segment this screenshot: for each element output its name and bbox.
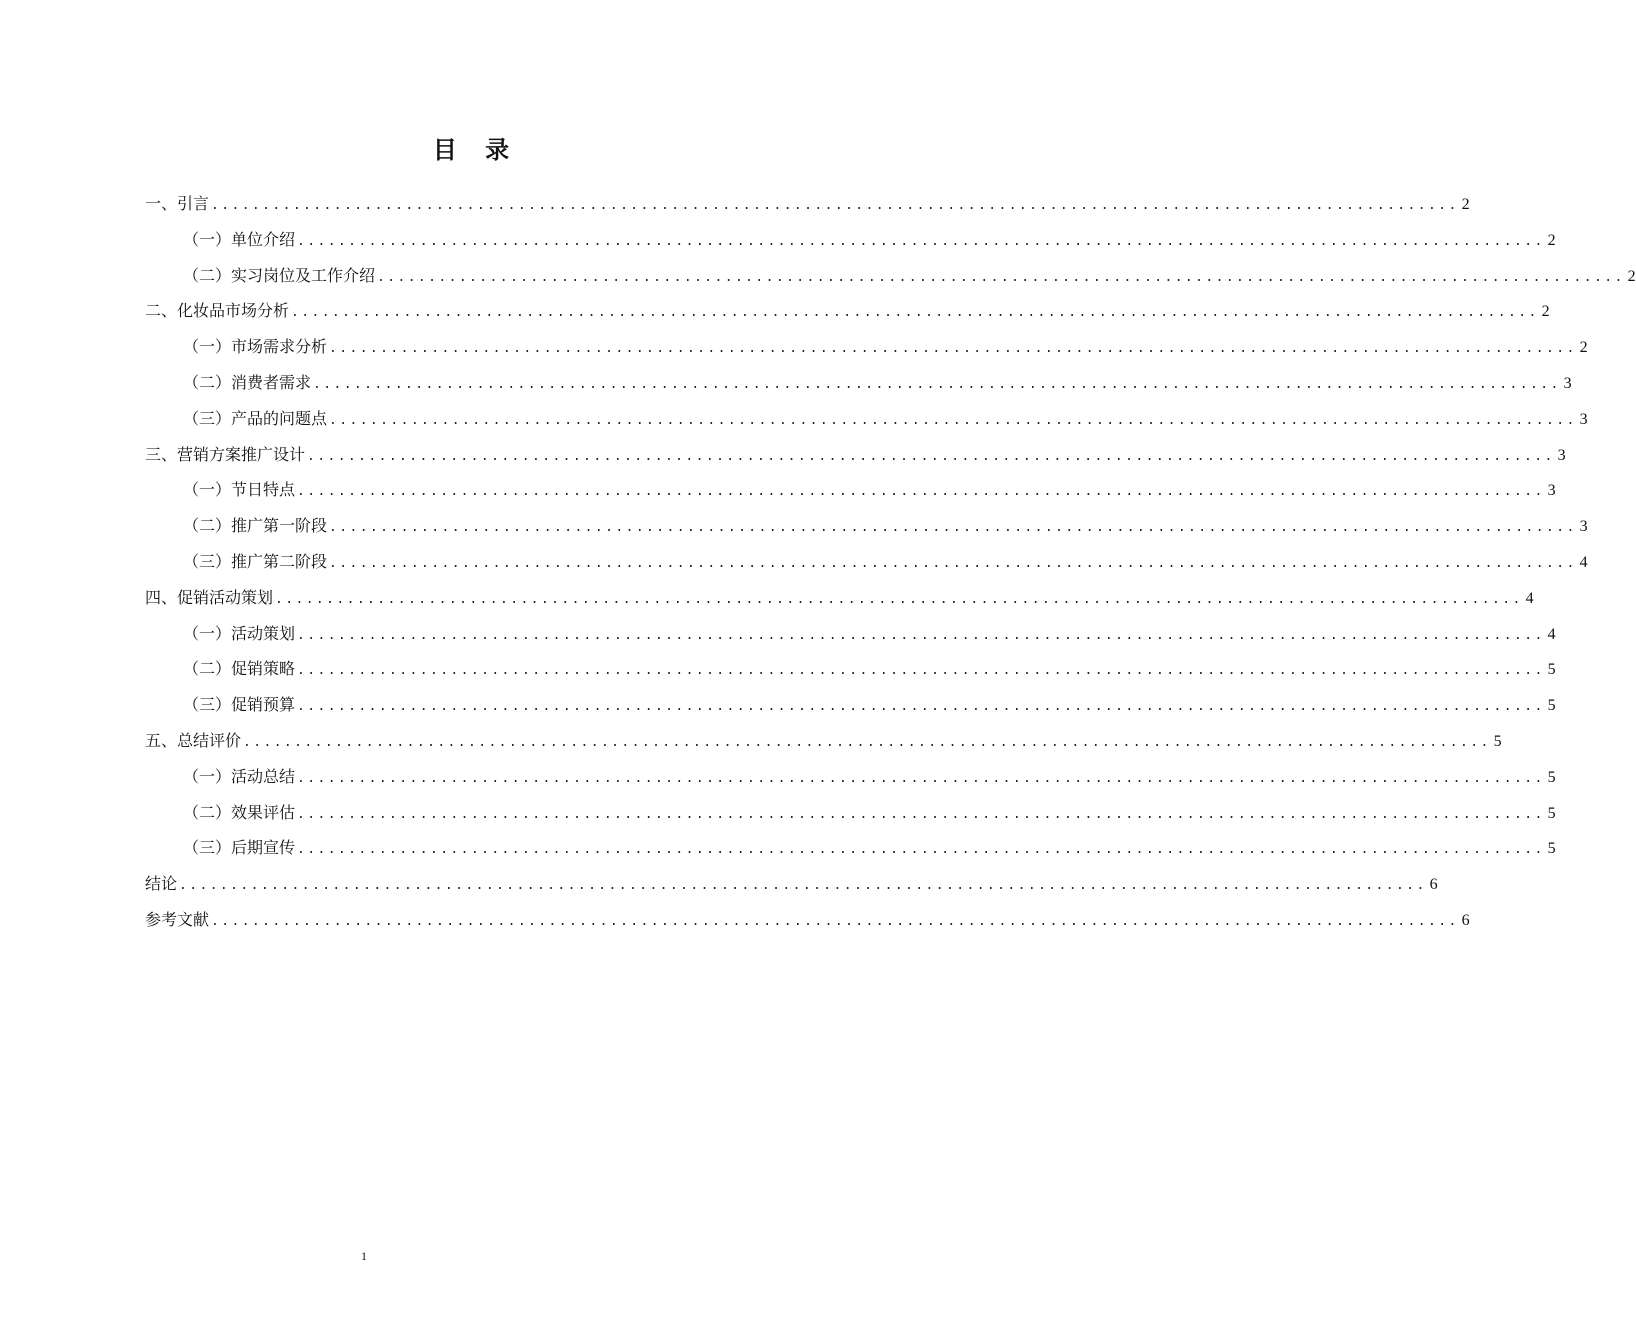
toc-entry-label: 结论 xyxy=(145,874,178,894)
toc-entry-label: 二、化妆品市场分析 xyxy=(145,301,290,321)
dot-leader: .......................................................................................................................... xyxy=(211,198,1459,213)
toc-entry-page-number: 5 xyxy=(1547,840,1556,858)
dot-leader: .......................................................................................................................... xyxy=(297,484,1545,500)
toc-entry-page-number: 4 xyxy=(1547,625,1556,643)
dot-leader: .......................................................................................................................... xyxy=(329,341,1577,357)
toc-entry-section[interactable] xyxy=(145,401,1588,437)
dot-leader: .......................................................................................................................... xyxy=(377,269,1625,285)
toc-entry-section[interactable] xyxy=(145,759,1556,795)
toc-entry-section[interactable] xyxy=(145,830,1556,866)
toc-entry-section[interactable] xyxy=(145,544,1588,580)
dot-leader: .......................................................................................................................... xyxy=(307,448,1555,464)
dot-leader: .......................................................................................................................... xyxy=(275,591,1523,607)
toc-entry-label: （二）推广第一阶段 xyxy=(183,516,328,536)
dot-leader: .......................................................................................................................... xyxy=(291,305,1539,321)
toc-entry-page-number: 3 xyxy=(1557,446,1566,464)
dot-leader: .......................................................................................................................... xyxy=(179,878,1427,894)
toc-entry-page-number: 6 xyxy=(1429,876,1438,894)
toc-entry-page-number: 6 xyxy=(1461,911,1470,929)
toc-entry-chapter[interactable] xyxy=(145,580,1534,616)
toc-entry-chapter[interactable] xyxy=(145,293,1550,329)
toc-entry-page-number: 2 xyxy=(1547,231,1556,249)
toc-entry-page-number: 5 xyxy=(1493,732,1502,750)
dot-leader: .......................................................................................................................... xyxy=(329,555,1577,571)
toc-entry-label: （三）产品的问题点 xyxy=(183,408,328,428)
toc-entry-page-number: 5 xyxy=(1547,804,1556,822)
toc-entry-page-number: 3 xyxy=(1563,374,1572,392)
toc-entry-page-number: 2 xyxy=(1627,267,1636,285)
toc-entry-section[interactable] xyxy=(145,472,1556,508)
toc-entry-label: 三、营销方案推广设计 xyxy=(145,444,306,464)
dot-leader: .......................................................................................................................... xyxy=(297,663,1545,679)
dot-leader: .......................................................................................................................... xyxy=(297,770,1545,786)
toc-entry-label: （二）消费者需求 xyxy=(183,372,312,392)
toc-entry-label: 五、总结评价 xyxy=(145,730,242,750)
toc-entry-label: （二）实习岗位及工作介绍 xyxy=(183,265,376,285)
toc-entry-label: （一）活动策划 xyxy=(183,623,296,643)
toc-entry-chapter[interactable] xyxy=(145,866,1438,902)
toc-entry-page-number: 2 xyxy=(1461,196,1470,213)
toc-entry-section[interactable] xyxy=(145,795,1556,831)
toc-entry-label: 四、促销活动策划 xyxy=(145,587,274,607)
dot-leader: .......................................................................................................................... xyxy=(243,734,1491,750)
dot-leader: .......................................................................................................................... xyxy=(329,412,1577,428)
toc-entry-page-number: 2 xyxy=(1579,339,1588,357)
toc-entry-page-number: 4 xyxy=(1525,589,1534,607)
toc-entry-section[interactable] xyxy=(145,651,1556,687)
dot-leader: .......................................................................................................................... xyxy=(297,627,1545,643)
toc-entry-section[interactable] xyxy=(145,687,1556,723)
toc-entry-page-number: 5 xyxy=(1547,768,1556,786)
dot-leader: .......................................................................................................................... xyxy=(211,913,1459,929)
toc-entry-label: （二）促销策略 xyxy=(183,659,296,679)
toc-entry-page-number: 3 xyxy=(1579,518,1588,536)
table-of-contents xyxy=(145,186,1636,938)
toc-entry-label: （一）活动总结 xyxy=(183,766,296,786)
toc-entry-page-number: 4 xyxy=(1579,553,1588,571)
toc-entry-label: （三）促销预算 xyxy=(183,695,296,715)
toc-entry-page-number: 3 xyxy=(1547,482,1556,500)
toc-entry-chapter[interactable] xyxy=(145,723,1502,759)
toc-entry-section[interactable] xyxy=(145,616,1556,652)
dot-leader: .......................................................................................................................... xyxy=(297,699,1545,715)
page-title: 目 录 xyxy=(432,136,520,164)
dot-leader: .......................................................................................................................... xyxy=(297,233,1545,249)
toc-entry-label: （一）市场需求分析 xyxy=(183,337,328,357)
toc-entry-label: （三）后期宣传 xyxy=(183,838,296,858)
toc-entry-page-number: 3 xyxy=(1579,410,1588,428)
toc-entry-label: （一）节日特点 xyxy=(183,480,296,500)
toc-entry-section[interactable] xyxy=(145,222,1556,258)
dot-leader: .......................................................................................................................... xyxy=(297,806,1545,822)
footer-page-number: 1 xyxy=(361,1249,367,1263)
toc-entry-chapter[interactable] xyxy=(145,437,1566,473)
toc-entry-section[interactable] xyxy=(145,508,1588,544)
toc-entry-label: （三）推广第二阶段 xyxy=(183,551,328,571)
toc-entry-section[interactable] xyxy=(145,329,1588,365)
dot-leader: .......................................................................................................................... xyxy=(313,376,1561,392)
toc-entry-page-number: 5 xyxy=(1547,697,1556,715)
toc-entry-label: 一、引言 xyxy=(145,194,210,213)
dot-leader: .......................................................................................................................... xyxy=(297,842,1545,858)
toc-entry-section[interactable] xyxy=(145,258,1636,294)
toc-entry-page-number: 2 xyxy=(1541,303,1550,321)
toc-entry-label: （二）效果评估 xyxy=(183,802,296,822)
toc-entry-chapter[interactable] xyxy=(145,902,1470,938)
toc-entry-page-number: 5 xyxy=(1547,661,1556,679)
toc-entry-label: 参考文献 xyxy=(145,909,210,929)
toc-entry-section[interactable] xyxy=(145,365,1572,401)
toc-entry-label: （一）单位介绍 xyxy=(183,229,296,249)
toc-entry-chapter[interactable] xyxy=(145,186,1470,222)
dot-leader: .......................................................................................................................... xyxy=(329,520,1577,536)
